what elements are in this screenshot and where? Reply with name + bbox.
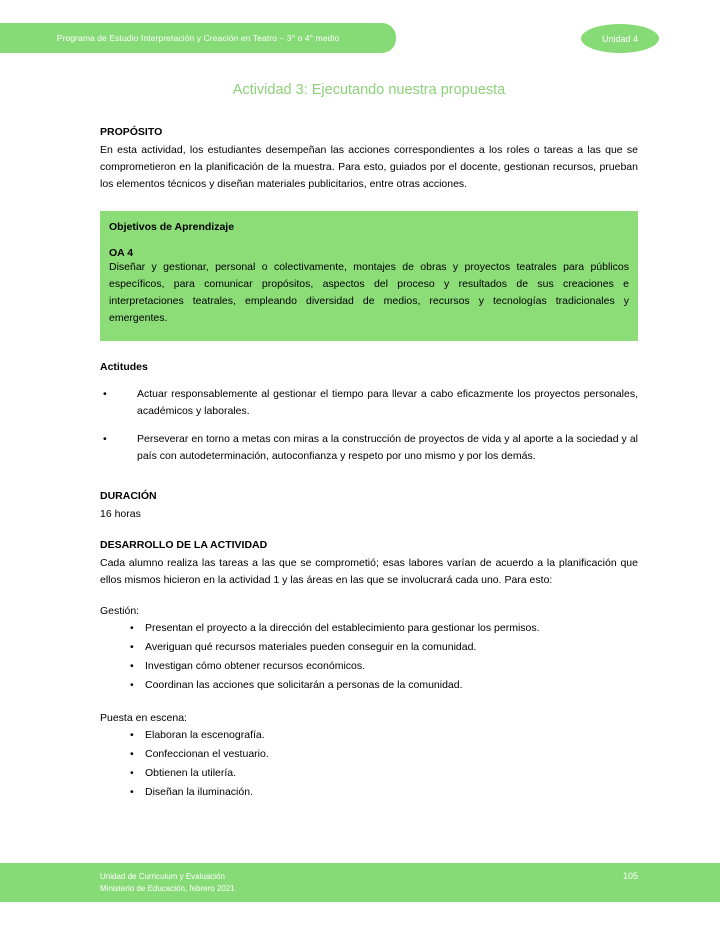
group-gestion: [100, 603, 638, 694]
puesta-en-escena-list: [100, 727, 638, 801]
group-label: Gestión:: [100, 605, 140, 618]
objetivos-box-title: Objetivos de Aprendizaje: [109, 221, 235, 234]
section-desarrollo: [100, 537, 638, 801]
footer-line-2: Ministerio de Educación, febrero 2021: [100, 884, 235, 894]
page-header: [0, 23, 720, 53]
list-item: [100, 620, 638, 637]
list-item-label: Actuar responsablemente al gestionar el tiempo para llevar a cabo eficazmente los proyectos personales, académicos y laborales.: [137, 387, 638, 417]
bullet-icon: •: [130, 641, 134, 654]
list-item-label: Presentan el proyecto a la dirección del establecimiento para gestionar los permisos.: [145, 622, 540, 635]
proposito-text: En esta actividad, los estudiantes desempeñan las acciones correspondientes a los roles o tareas a las que se comprometieron en la planificación de la muestra. Para esto, guiados por el docente, gestionan recursos, prueban los elementos técnicos y diseñan materiales publicitarios, entre otras acciones.: [100, 144, 638, 191]
desarrollo-heading: DESARROLLO DE LA ACTIVIDAD: [100, 538, 268, 551]
footer-organization: [100, 871, 235, 896]
list-item: [100, 727, 638, 744]
section-actitudes: [100, 359, 638, 464]
list-item-label: Averiguan qué recursos materiales pueden conseguir en la comunidad.: [145, 641, 477, 654]
objetivos-text: Diseñar y gestionar, personal o colectivamente, montajes de obras y proyectos teatrales para públicos específicos, para comunicar propósitos, aspectos del proceso y resultados de sus creaciones e interpretaciones teatrales, empleando diversidad de medios, recursos y tecnologías tradicionales y emergentes.: [109, 261, 629, 325]
list-item: [100, 658, 638, 675]
page-number: 105: [622, 871, 638, 881]
list-item: [100, 431, 638, 465]
bullet-icon: •: [103, 432, 107, 445]
unit-badge-label: Unidad 4: [601, 33, 639, 44]
unit-badge: [581, 24, 659, 53]
bullet-icon: •: [130, 767, 134, 780]
page-footer: [0, 863, 720, 902]
bullet-icon: •: [130, 679, 134, 692]
list-item-label: Obtienen la utilería.: [145, 767, 237, 780]
list-item: [100, 386, 638, 420]
bullet-icon: •: [130, 622, 134, 635]
section-duracion: [100, 488, 638, 523]
list-item-label: Confeccionan el vestuario.: [145, 748, 269, 761]
bullet-icon: •: [130, 748, 134, 761]
program-banner-label: Programa de Estudio Interpretación y Creación en Teatro – 3° o 4° medio: [56, 33, 340, 43]
group-puesta-en-escena: [100, 710, 638, 801]
list-item: [100, 639, 638, 656]
list-item: [100, 677, 638, 694]
list-item-label: Investigan cómo obtener recursos económicos.: [145, 660, 366, 673]
proposito-heading: PROPÓSITO: [100, 126, 163, 138]
footer-line-1: Unidad de Curriculum y Evaluación: [100, 872, 225, 881]
list-item-label: Diseñan la iluminación.: [145, 786, 253, 799]
group-label: Puesta en escena:: [100, 712, 187, 725]
bullet-icon: •: [103, 387, 107, 400]
program-banner: [0, 23, 396, 53]
list-item: [100, 746, 638, 763]
bullet-icon: •: [130, 660, 134, 673]
section-proposito: [100, 124, 638, 193]
desarrollo-intro: Cada alumno realiza las tareas a las que se comprometió; esas labores varían de acuerdo a la planificación que ellos mismos hicieron en la actividad 1 y las áreas en las que se involucrará cada uno. Para esto:: [100, 557, 638, 587]
list-item: [100, 784, 638, 801]
page-title: Actividad 3: Ejecutando nuestra propuesta: [232, 82, 506, 98]
bullet-icon: •: [130, 786, 134, 799]
duracion-value: 16 horas: [100, 507, 141, 520]
list-item-label: Perseverar en torno a metas con miras a la construcción de proyectos de vida y al aporte a la sociedad y al país con autodeterminación, autoconfianza y respeto por uno mismo y por los demás.: [137, 432, 638, 462]
objetivos-box: [100, 211, 638, 341]
list-item: [100, 765, 638, 782]
actitudes-list: [100, 386, 638, 465]
duracion-heading: DURACIÓN: [100, 489, 157, 502]
bullet-icon: •: [130, 729, 134, 742]
actitudes-heading: Actitudes: [100, 361, 148, 374]
list-item-label: Elaboran la escenografía.: [145, 729, 265, 742]
gestion-list: [100, 620, 638, 694]
list-item-label: Coordinan las acciones que solicitarán a personas de la comunidad.: [145, 679, 463, 692]
objetivos-code: OA 4: [109, 247, 134, 260]
document-content: [100, 82, 638, 803]
